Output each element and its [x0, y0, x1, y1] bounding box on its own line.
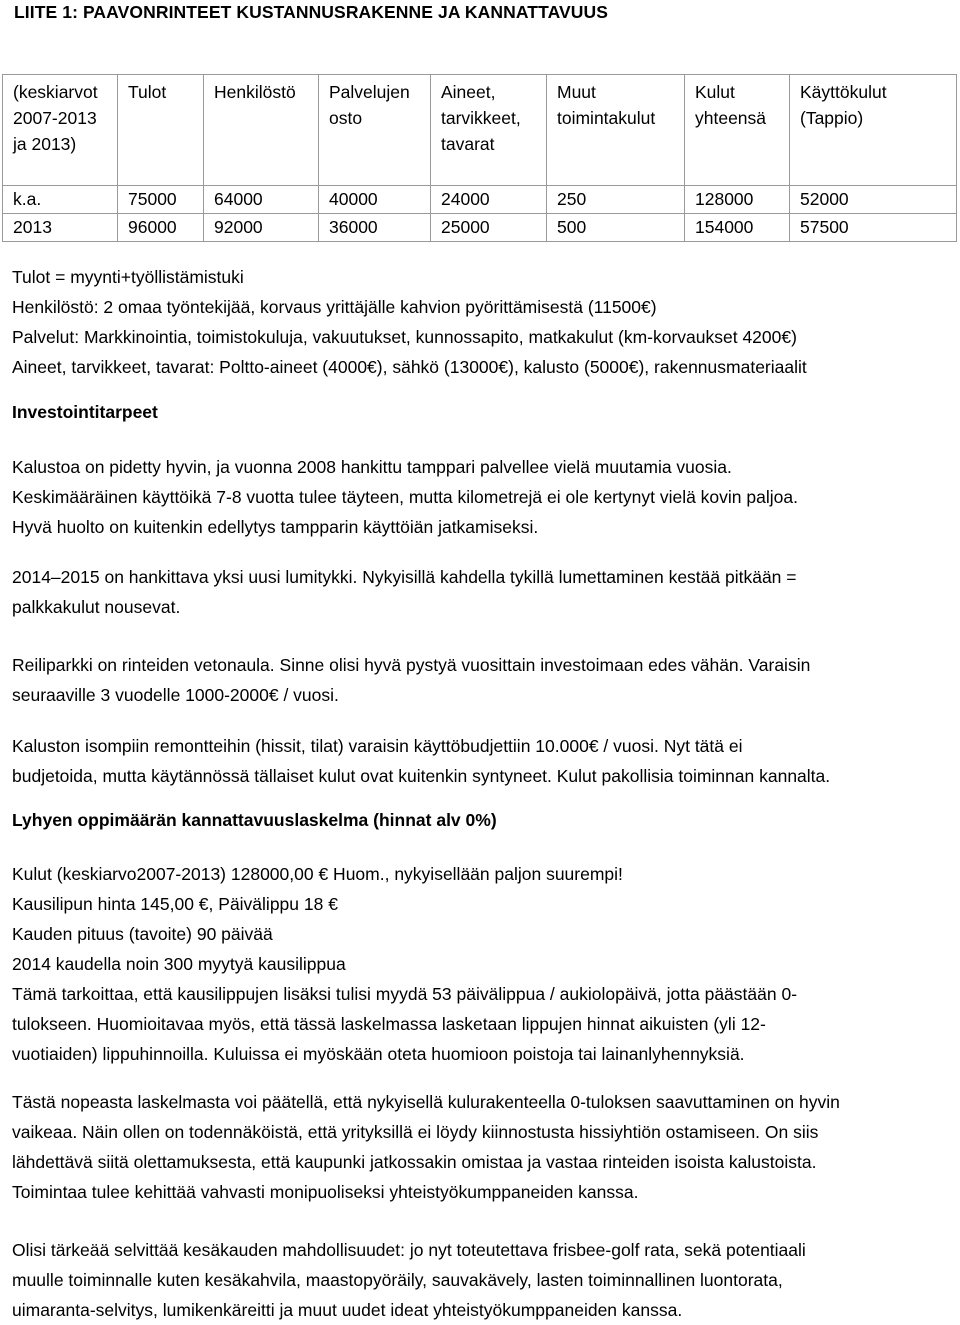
note-line: Tulot = myynti+työllistämistuki — [12, 267, 244, 287]
investment-heading: Investointitarpeet — [12, 402, 158, 422]
table-row — [3, 214, 957, 242]
text-line: Kaluston isompiin remontteihin (hissit, tilat) varaisin käyttöbudjettiin 10.000€ / vuosi. Nyt tätä ei — [12, 736, 743, 756]
text-line: vuotiaiden) lippuhinnoilla. Kuluissa ei myöskään oteta huomioon poistoja tai lainanlyhennyksiä. — [12, 1044, 745, 1064]
text-line: 2014 kaudella noin 300 myytyä kausilippua — [12, 954, 346, 974]
text-line: 2014–2015 on hankittava yksi uusi lumitykki. Nykyisillä kahdella tykillä lumettaminen kestää pitkään = — [12, 567, 797, 587]
table-cell: 36000 — [319, 214, 431, 242]
text-line: lähdettävä siitä olettamuksesta, että kaupunki jatkossakin omistaa ja vastaa rinteiden isoista kalustoista. — [12, 1152, 817, 1172]
summer-season-paragraph — [12, 1235, 806, 1325]
page-title: LIITE 1: PAAVONRINTEET KUSTANNUSRAKENNE JA KANNATTAVUUS — [14, 2, 609, 22]
text-line: Kalustoa on pidetty hyvin, ja vuonna 2008 hankittu tamppari palvellee vielä muutamia vuosia. — [12, 457, 732, 477]
table-row — [3, 186, 957, 214]
text-line: Keskimääräinen käyttöikä 7-8 vuotta tulee täyteen, mutta kilometrejä ei ole kertynyt vielä kovin paljoa. — [12, 487, 798, 507]
text-line: vaikeaa. Näin ollen on todennäköistä, että yrityksillä ei löydy kiinnostusta hissiyhtiön ostamiseen. On siis — [12, 1122, 819, 1142]
header-cell-services: Palvelujen osto — [319, 75, 431, 186]
table-cell: 128000 — [685, 186, 790, 214]
text-line: Reiliparkki on rinteiden vetonaula. Sinne olisi hyvä pystyä vuosittain investoimaan edes vähän. Varaisin — [12, 655, 811, 675]
text-line: Tästä nopeasta laskelmasta voi päätellä, että nykyisellä kulurakenteella 0-tuloksen saavuttaminen on hyvin — [12, 1092, 840, 1112]
table-cell: 2013 — [3, 214, 118, 242]
text-line: Tämä tarkoittaa, että kausilippujen lisäksi tulisi myydä 53 päivälippua / aukiolopäivä, jotta päästään 0- — [12, 984, 798, 1004]
investment-paragraph-4 — [12, 731, 830, 791]
text-line: palkkakulut nousevat. — [12, 597, 181, 617]
table-cell: 96000 — [118, 214, 204, 242]
note-line: Aineet, tarvikkeet, tavarat: Poltto-aineet (4000€), sähkö (13000€), kalusto (5000€), rakennusmateriaalit — [12, 357, 807, 377]
note-line: Henkilöstö: 2 omaa työntekijää, korvaus yrittäjälle kahvion pyörittämisestä (11500€) — [12, 297, 657, 317]
header-cell-materials: Aineet, tarvikkeet, tavarat — [431, 75, 547, 186]
header-cell-period: (keskiarvot 2007-2013 ja 2013) — [3, 75, 118, 186]
table-cell: 25000 — [431, 214, 547, 242]
text-line: budjetoida, mutta käytännössä tällaiset kulut ovat kuitenkin syntyneet. Kulut pakollisia toiminnan kannalta. — [12, 766, 831, 786]
text-line: Kausilipun hinta 145,00 €, Päivälippu 18 € — [12, 894, 338, 914]
text-line: Hyvä huolto on kuitenkin edellytys tampparin käyttöiän jatkamiseksi. — [12, 517, 539, 537]
table-cell: 75000 — [118, 186, 204, 214]
header-cell-other-costs: Muut toimintakulut — [547, 75, 685, 186]
text-line: Kauden pituus (tavoite) 90 päivää — [12, 924, 273, 944]
text-line: muulle toiminnalle kuten kesäkahvila, maastopyöräily, sauvakävely, lasten toiminnallinen luontorata, — [12, 1270, 783, 1290]
header-cell-staff: Henkilöstö — [204, 75, 319, 186]
table-cell: k.a. — [3, 186, 118, 214]
text-line: tulokseen. Huomioitavaa myös, että tässä laskelmassa lasketaan lippujen hinnat aikuisten (yli 12- — [12, 1014, 766, 1034]
table-cell: 154000 — [685, 214, 790, 242]
header-cell-income: Tulot — [118, 75, 204, 186]
table-cell: 52000 — [790, 186, 957, 214]
table-cell: 24000 — [431, 186, 547, 214]
text-line: uimaranta-selvitys, lumikenkäreitti ja muut uudet ideat yhteistyökumppaneiden kanssa. — [12, 1300, 683, 1320]
table-cell: 64000 — [204, 186, 319, 214]
cost-structure-table — [2, 74, 957, 242]
investment-paragraph-2 — [12, 562, 797, 622]
investment-paragraph-3 — [12, 650, 810, 710]
investment-paragraph-1 — [12, 452, 798, 542]
text-line: Toimintaa tulee kehittää vahvasti monipuoliseksi yhteistyökumppaneiden kanssa. — [12, 1182, 639, 1202]
header-cell-total-costs: Kulut yhteensä — [685, 75, 790, 186]
table-cell: 250 — [547, 186, 685, 214]
table-cell: 500 — [547, 214, 685, 242]
note-line: Palvelut: Markkinointia, toimistokuluja, vakuutukset, kunnossapito, matkakulut (km-korvaukset 4200€) — [12, 327, 797, 347]
conclusion-paragraph — [12, 1087, 840, 1207]
table-cell: 92000 — [204, 214, 319, 242]
text-line: Kulut (keskiarvo2007-2013) 128000,00 € Huom., nykyisellään paljon suurempi! — [12, 864, 623, 884]
profitability-calculation — [12, 859, 797, 1069]
table-header-row — [3, 75, 957, 186]
cost-notes — [12, 262, 807, 382]
header-cell-operating-loss: Käyttökulut (Tappio) — [790, 75, 957, 186]
table-cell: 57500 — [790, 214, 957, 242]
text-line: seuraaville 3 vuodelle 1000-2000€ / vuosi. — [12, 685, 339, 705]
table-cell: 40000 — [319, 186, 431, 214]
text-line: Olisi tärkeää selvittää kesäkauden mahdollisuudet: jo nyt toteutettava frisbee-golf rata, sekä potentiaali — [12, 1240, 806, 1260]
profitability-heading: Lyhyen oppimäärän kannattavuuslaskelma (hinnat alv 0%) — [12, 810, 497, 830]
